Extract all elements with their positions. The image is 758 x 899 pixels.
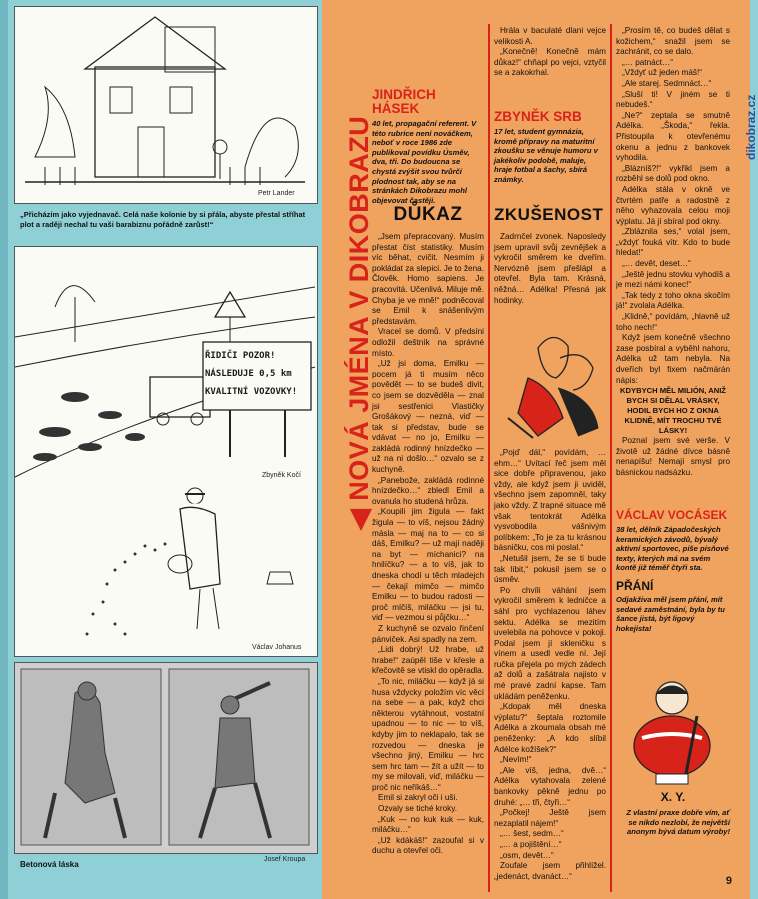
vocasek-title: PŘÁNÍ	[616, 578, 654, 593]
xy-text: Z vlastní praxe dobře vím, ať se nikdo nezlobí, že největší anonym bývá datum výroby!	[626, 808, 730, 837]
hasek-ending-2: „Konečně! Konečně mám důkaz!“ chňapl po vejci, vztyčil se a zakokrhal.	[494, 47, 606, 78]
cartoon-relief-panel	[14, 662, 318, 854]
srb-cont-para: „Sluší ti! V jiném se ti nebudeš.“	[616, 89, 730, 110]
cartoon-house-panel	[14, 6, 318, 204]
srb-para: Zoufale jsem přihlížel. „jedenáct, dvanáct…“	[494, 861, 606, 881]
hasek-para: „Kuk — no kuk kuk — kuk, miláčku…“	[372, 814, 484, 835]
cartoon-road-panel	[14, 246, 318, 486]
page-number: 9	[725, 875, 732, 887]
srb-para: „Pojď dál,“ povídám, … ehm…“ Uvítací řeč jsem měl sice dobře připravenou, jako vždy, ale když jsem ji uviděl, všechno jsem zapomněl, taky jako vždy. Z trapné situace mě však tentokrát Adélka vysvobodila vášnivým políbkem: „To je za tu krásnou básničku, cos mi poslal.“	[494, 448, 606, 553]
vocasek-poem: Odjakživa měl jsem přání, mít sedavé zaměstnání, byla by tu šance jistá, být ligový hokejista!	[616, 594, 725, 633]
hasek-title: DŮKAZ	[393, 204, 463, 225]
hasek-para: „Jsem přepracovaný. Musím přestat číst statistiky. Musím víc běhat, cvičit. Nesmím ji pokládat za slepici. Je to žena. Člověk. Homo sapiens. Je pracovitá. Učenlivá. Miluje mě. Chyba je ve mně!“ podněcoval se Emil k snášenlivým představám.	[372, 232, 484, 326]
hasek-para: „Panebože, zakládá rodinné hnízdečko…“ zbledl Emil a ovanula ho studená hrůza.	[372, 475, 484, 506]
hasek-para: „Koupili jim žigula — fakt žigula — to víš, nejsou žádný másla — maj na to — co si dáš, Emilku? — už mají naději na byt — míchanici? na hnilíčku? — a to víš, jak to dneska chodí u těch mladejch — čekají mimčo — mimčo Emilku — to budou radosti — proč mlčíš, miláčku — jsi tu, viď — vezmou si půjčku…“	[372, 507, 484, 623]
sign-line-3: KVALITNÍ VOZOVKY!	[205, 387, 298, 397]
srb-story	[494, 448, 606, 892]
hasek-title-wrap	[372, 204, 484, 226]
hasek-header	[372, 88, 484, 205]
srb-header	[494, 110, 606, 185]
srb-para: „osm, devět…“	[500, 850, 554, 860]
hasek-para: Ozvaly se tiché kroky.	[378, 804, 458, 814]
watermark: dikobraz.cz	[744, 94, 758, 160]
hasek-para: Emil si zakryl oči i uši.	[378, 793, 458, 803]
section-title-wrap	[326, 10, 374, 530]
hasek-para: „Už kdákáš!“ zazoufal si v duchu a otevřel oči.	[372, 835, 484, 856]
hasek-para: „To nic, miláčku — když já si husa vždycky položím víc věcí na sebe — a pak, když chci některou vytáhnout, vostatní upadnou — to nic — to víš, kdyby jim to neklapalo, tak se rozvedou — dneska je všechno jiný, Emilku — hrc sem hrc tam — žít a užít — to my se milovali, viď, miláčku — proč nic neříkáš…“	[372, 676, 484, 792]
hasek-para: „Už jsi doma, Emilku — pocem já ti musím něco povědět — to se budeš divit, co jsem se dozvěděla — znal jsi sestřenici Vlastičky Grošákový — nezná, viď — tak si představ, bude se vdávat — no jo, Emilku — zakládá rodinný hnízdečko — už na ni došlo…“ ozvalo se z kuchyně.	[372, 359, 484, 475]
srb-story-top	[494, 232, 606, 306]
srb-para: „… a pojištění…“	[500, 839, 562, 849]
hasek-para: Z kuchyně se ozvalo řinčení pánviček. Asi spadly na zem.	[372, 623, 484, 644]
srb-cont-para: „Prosím tě, co budeš dělat s kožichem,“ snažil jsem se zachránit, co se dalo.	[616, 26, 730, 57]
cartoon1-caption: „Přicházím jako vyjednavač. Celá naše kolonie by si přála, abyste přestal stříhat plot a raději nechal tu vaši barabiznu pořádně zarůst!“	[20, 210, 306, 229]
page-edge	[0, 0, 8, 899]
srb-ending: Poznal jsem své verše. V životě už žádné dívce básně nenapíšu! Nemají smysl pro básnickou nadsázku.	[616, 436, 730, 477]
srb-title: ZKUŠENOST	[494, 205, 604, 224]
cartoon-sowing-panel	[14, 484, 318, 657]
srb-cont-para: „… patnáct…“	[622, 57, 673, 67]
sign-line-1: ŘIDIČI POZOR!	[205, 351, 276, 361]
srb-cont-para: „Tak tedy z toho okna skočím já!“ zvolala Adélka.	[616, 290, 730, 311]
column-divider	[488, 24, 490, 892]
cartoon4-credit: Josef Kroupa	[264, 856, 306, 863]
srb-cont-para: „Klidně,“ povídám, „hlavně už toho nech!“	[616, 312, 730, 332]
cartoon4-caption: Betonová láska	[20, 860, 79, 869]
srb-bio: 17 let, student gymnázia, kromě přípravy na maturitní zkoušku se věnuje humoru v jakékoliv podobě, maluje, hraje fotbal a šachy, sbírá známky.	[494, 127, 598, 184]
srb-cont-para: Když jsem konečně všechno zase posbíral a vyběhl nahoru, Adélka už tam nebyla. Na dveřích byl fixem načmárán nápis:	[616, 333, 730, 385]
vocasek-bio: 38 let, dělník Západočeských keramických závodů, bývalý aktivní sportovec, píše písňové texty, kterých má na svém kontě již téměř čtyři sta.	[616, 525, 729, 573]
door-note: KDYBYCH MĚL MILIÓN, ANIŽ BYCH SI DĚLAL VRÁSKY, HODIL BYCH HO Z OKNA KLIDNĚ, MÍT TROCHU TVÉ LÁSKY!	[620, 386, 726, 436]
hasek-para: „Lidi dobrý! Už hrabe, už hrabe!“ zaúpěl tiše v křesle a křečovitě se vtiskl do opěradla.	[372, 645, 484, 676]
srb-title-wrap	[494, 204, 606, 226]
srb-para: Po chvíli váhání jsem vykročil směrem k ledničce a sáhl pro vychlazenou láhev sektu. Adélka se mezitím uvelebila na pohovce v pokoji. Podal jsem jí skleničku s vínem a usedl vedle ní. Její ručka přejela po mých zádech až dolů a zašátrala najisto v mé pravé zadní kapse. Tam ukládám peněženku.	[494, 585, 606, 701]
srb-cont-para: Adélka stála v okně ve čtvrtém patře a radostně z něho vyhazovala celou moji výplatu. Já jí sbíral pod okny.	[616, 184, 730, 226]
srb-para: Zadrnčel zvonek. Naposledy jsem upravil svůj zevnějšek a vykročil směrem ke dveřím. Nervózně jsem přešlápl a otevřel. Byla tam. Krásná, něžná… Adélka! Přesná jak hodinky.	[494, 232, 606, 305]
srb-cont-para: „Ale starej. Sedmnáct…“	[622, 78, 712, 88]
xy-block	[616, 790, 730, 837]
srb-para: „Ale víš, jedna, dvě…“ Adélka vytahovala zelené bankovky pěkně jednu po druhé: „… tři, čtyři…“	[494, 765, 606, 807]
watermark-wrap	[730, 10, 758, 160]
srb-para: „Nevím!“	[500, 755, 532, 765]
cartoon2-credit: Zbyněk Kočí	[262, 472, 301, 479]
hasek-bio: 40 let, propagační referent. V této rubrice není nováčkem, neboť v roce 1986 zde publikoval povídku Úsměv, dva, tři. Do budoucna se chystá zvýšit svou tvůrčí plodnost tak, aby se na stránkách Dikobrazu mohl objevovat častěji.	[372, 119, 477, 205]
srb-lead	[494, 26, 606, 79]
srb-cont-para: „Zbláznila ses,“ volal jsem, „vždyť fouká vítr. Kdo to bude hledat!“	[616, 227, 730, 258]
cartoon1-credit: Petr Lander	[258, 190, 295, 197]
sign-line-2: NÁSLEDUJE 0,5 km	[205, 369, 292, 379]
srb-story-continued	[616, 26, 730, 504]
xy-author: X. Y.	[660, 790, 686, 804]
hasek-author: JINDŘICH HÁSEK	[372, 87, 436, 116]
road-sign	[205, 347, 309, 401]
srb-para: „Netušil jsem, že se ti bude tak líbit,“ pokusil jsem se o úsměv.	[494, 553, 606, 585]
srb-para: „Počkej! Ještě jsem nezaplatil nájem!“	[494, 808, 606, 828]
srb-cont-para: „Ne?“ zeptala se smutně Adélka. „Škoda,“ řekla. Přistoupila k otevřenému okenu a jednu z bankovek vyhodila.	[616, 110, 730, 163]
cartoon3-credit: Václav Johanus	[252, 644, 302, 651]
section-title-text: NOVÁ JMÉNA V DIKOBRAZU	[344, 115, 374, 501]
concrete-relief-illustration	[15, 663, 315, 851]
srb-para: „Kdopak měl dneska výplatu?“ šeptala roztomile Adélka a zkoumala obsah mé peněženky: „A kdo slíbil Adélce kožíšek?“	[494, 702, 606, 754]
cartoon-column	[0, 0, 322, 899]
vocasek-author: VÁCLAV VOCÁSEK	[616, 508, 728, 522]
hockey-player-illustration	[622, 676, 722, 786]
srb-para: „… šest, sedm…“	[500, 829, 564, 839]
srb-cont-para: „Blázníš?!“ vykřikl jsem a rozběhl se dolů pod okno.	[616, 163, 730, 184]
vocasek-block	[616, 508, 730, 633]
srb-cont-para: „Ještě jednu stovku vyhodíš a je mezi námi konec!“	[616, 269, 730, 290]
srb-cont-para: „Vždyť už jeden máš!“	[622, 68, 702, 78]
hasek-ending-1: Hrála v baculaté dlani vejce velikosti A.	[494, 26, 606, 46]
column-divider	[610, 24, 612, 892]
hasek-para: Vracel se domů. V předsíni odložil deštník na správné místo.	[372, 327, 484, 358]
srb-cont-para: „… devět, deset…“	[622, 259, 691, 269]
section-title: ◀ NOVÁ JMÉNA V DIKOBRAZU	[344, 115, 374, 530]
sowing-man-illustration	[15, 484, 315, 654]
hasek-story	[372, 232, 484, 892]
house-cartoon-illustration	[15, 7, 315, 201]
kissing-couple-illustration	[498, 318, 608, 442]
srb-author: ZBYNĚK SRB	[494, 109, 582, 124]
